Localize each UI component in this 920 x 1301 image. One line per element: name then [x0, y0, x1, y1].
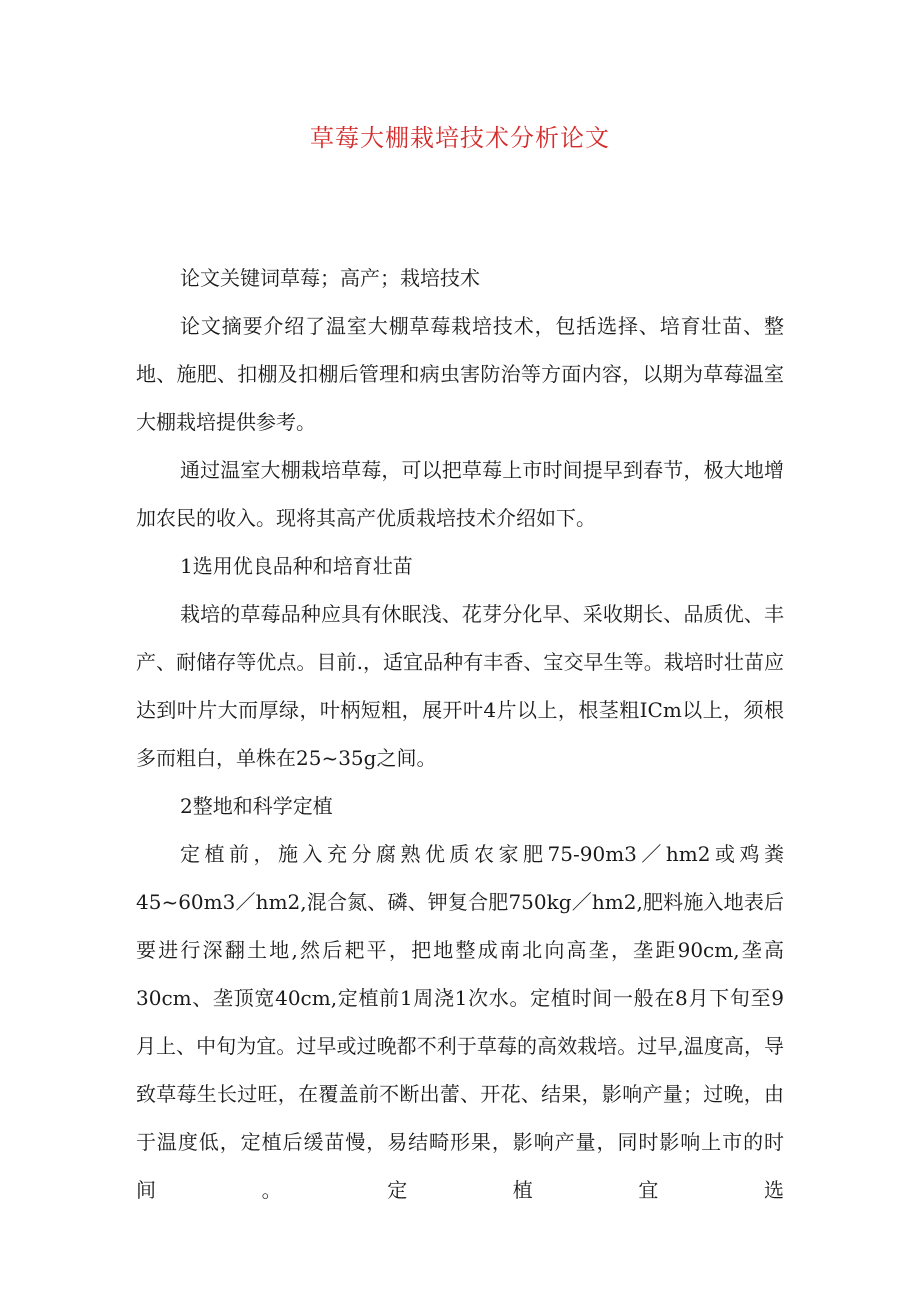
- keywords-paragraph: 论文关键词草莓；高产；栽培技术: [180, 266, 480, 290]
- section-1-paragraph: 栽培的草莓品种应具有休眠浅、花芽分化早、采收期长、品质优、丰产、耐储存等优点。目前.，适宜品种有丰香、宝交早生等。栽培时壮苗应达到叶片大而厚绿，叶柄短粗，展开叶4片以上，根茎粗ICm以上，须根多而粗白，单株在25~35g之间。: [136, 602, 784, 770]
- section-heading-2: 2整地和科学定植: [180, 794, 333, 818]
- document-title: 草莓大棚栽培技术分析论文: [310, 124, 610, 152]
- intro-paragraph: 通过温室大棚栽培草莓，可以把草莓上市时间提早到春节，极大地增加农民的收入。现将其高产优质栽培技术介绍如下。: [136, 458, 784, 530]
- abstract-paragraph: 论文摘要介绍了温室大棚草莓栽培技术，包括选择、培育壮苗、整地、施肥、扣棚及扣棚后管理和病虫害防治等方面内容，以期为草莓温室大棚栽培提供参考。: [136, 314, 784, 434]
- section-2-paragraph: 定植前，施入充分腐熟优质农家肥75-90m3／hm2或鸡粪45~60m3／hm2,混合氮、磷、钾复合肥750kg／hm2,肥料施入地表后要进行深翻土地,然后耙平，把地整成南北向高垄，垄距90cm,垄高30cm、垄顶宽40cm,定植前1周浇1次水。定植时间一般在8月下旬至9月上、中旬为宜。过早或过晚都不利于草莓的高效栽培。过早,温度高，导致草莓生长过旺，在覆盖前不断出蕾、开花、结果，影响产量；过晚，由于温度低，定植后缓苗慢，易结畸形果，影响产量，同时影响上市的时间。定植宜选: [136, 842, 784, 1202]
- document-body: [136, 254, 784, 1214]
- section-heading-1: 1选用优良品种和培育壮苗: [180, 554, 413, 578]
